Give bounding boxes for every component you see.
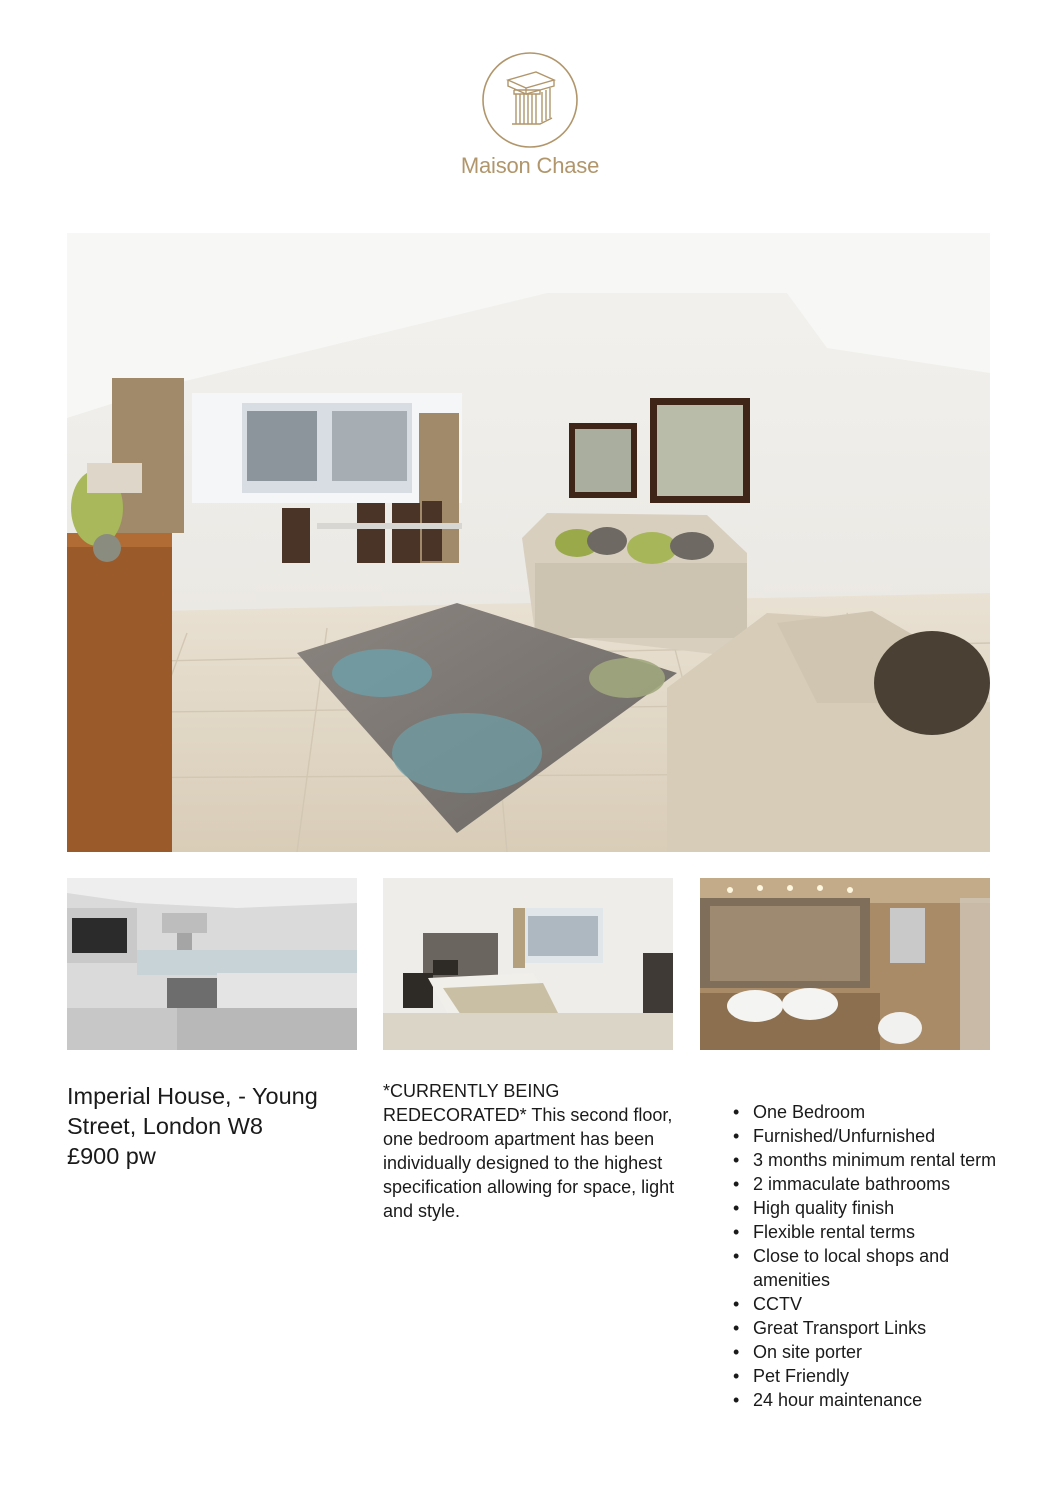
- feature-item: [733, 1172, 1013, 1196]
- feature-text: CCTV: [753, 1294, 802, 1314]
- feature-text: High quality finish: [753, 1198, 895, 1218]
- bullet-icon: •: [733, 1318, 740, 1338]
- feature-item: [733, 1388, 1013, 1412]
- bullet-icon: •: [733, 1246, 740, 1266]
- feature-text: Great Transport Links: [753, 1318, 927, 1338]
- bullet-icon: •: [733, 1102, 740, 1122]
- feature-text: Pet Friendly: [753, 1366, 850, 1386]
- feature-item: [733, 1364, 1013, 1388]
- kitchen-photo: [67, 878, 357, 1050]
- bullet-icon: •: [733, 1150, 740, 1170]
- living-room-photo: [67, 233, 990, 852]
- feature-item: [733, 1340, 1013, 1364]
- feature-item: [733, 1148, 1013, 1172]
- feature-text: 3 months minimum rental term: [753, 1150, 997, 1170]
- feature-item: [733, 1100, 1013, 1124]
- feature-text: 2 immaculate bathrooms: [753, 1174, 951, 1194]
- bullet-icon: •: [733, 1198, 740, 1218]
- feature-text: Close to local shops and amenities: [753, 1246, 950, 1290]
- feature-item: [733, 1220, 1013, 1244]
- feature-item: [733, 1124, 1013, 1148]
- feature-text: Furnished/Unfurnished: [753, 1126, 936, 1146]
- feature-text: Flexible rental terms: [753, 1222, 916, 1242]
- features-list: [733, 1100, 1013, 1412]
- feature-item: [733, 1316, 1013, 1340]
- column-emblem-icon: [480, 50, 580, 150]
- bullet-icon: •: [733, 1174, 740, 1194]
- bullet-icon: •: [733, 1342, 740, 1362]
- bullet-icon: •: [733, 1390, 740, 1410]
- listing-headline: [67, 1081, 367, 1171]
- feature-text: On site porter: [753, 1342, 863, 1362]
- bullet-icon: •: [733, 1126, 740, 1146]
- bedroom-photo: [383, 878, 673, 1050]
- bullet-icon: •: [733, 1222, 740, 1242]
- property-price: £900 pw: [67, 1143, 156, 1169]
- feature-item: [733, 1292, 1013, 1316]
- bullet-icon: •: [733, 1294, 740, 1314]
- feature-text: One Bedroom: [753, 1102, 866, 1122]
- property-description: *CURRENTLY BEING REDECORATED* This second floor, one bedroom apartment has been individually designed to the highest specification allowing for space, light and style.: [383, 1081, 675, 1221]
- company-logo: [452, 50, 608, 185]
- bullet-icon: •: [733, 1366, 740, 1386]
- feature-text: 24 hour maintenance: [753, 1390, 923, 1410]
- feature-item: [733, 1244, 1013, 1292]
- brand-name: Maison Chase: [460, 153, 600, 178]
- bathroom-photo: [700, 878, 990, 1050]
- property-title-line-1: Imperial House, - Young: [67, 1083, 318, 1109]
- property-title-line-2: Street, London W8: [67, 1113, 263, 1139]
- feature-item: [733, 1196, 1013, 1220]
